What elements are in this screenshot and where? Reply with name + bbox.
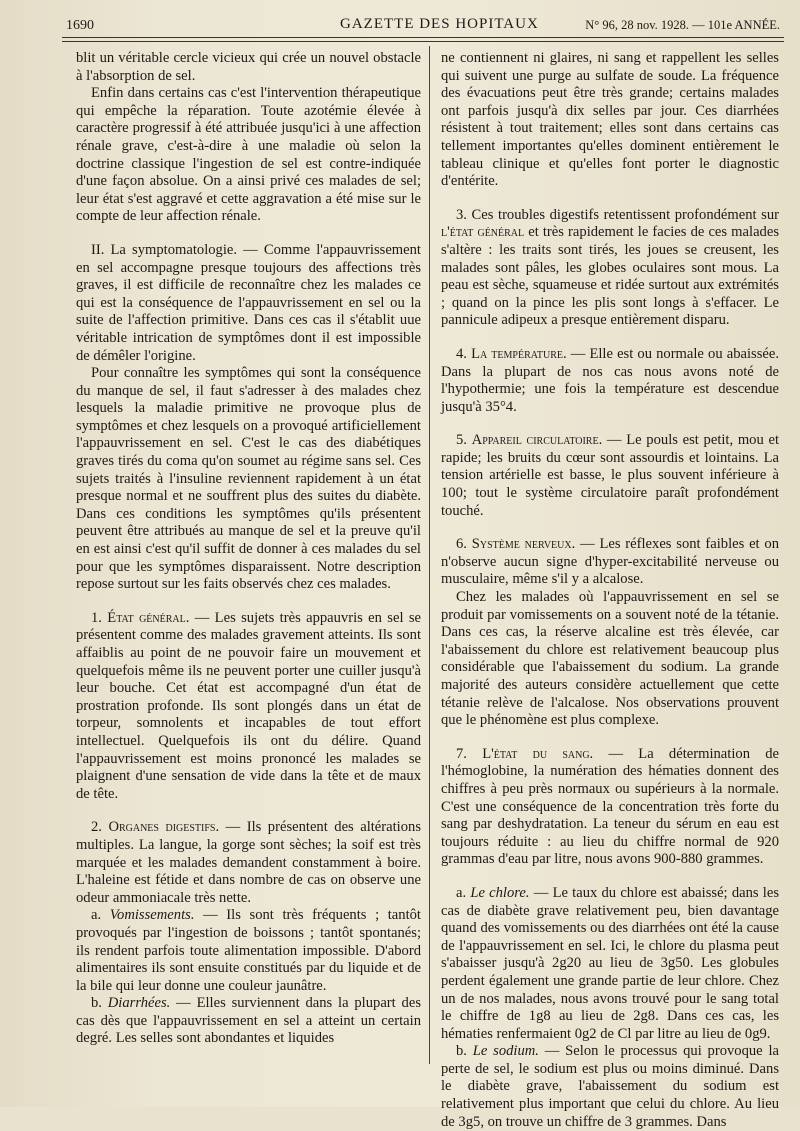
subsection-text: — Ils sont très fréquents ; tantôt provoqués par l'ingestion de boissons ; tantôt spontanés; ils rendent parfois toute alimentation impossible. D'abord alimentaires ils sont ensuite constitués par du liquide et de la bile qui leur donne une couleur jaunâtre. [76, 907, 421, 994]
subsection-label: Diarrhées. [107, 995, 171, 1012]
subsection-text: — Selon le processus qui provoque la perte de sel, le sodium est plus ou moins diminué. Dans le diabète grave, l'abaissement du sodium est relativement plus important que celui du chlore. Au lieu de 3g5, on trouve un chiffre de 3 grammes. Dans [441, 1043, 779, 1130]
section-appareil-circulatoire [441, 432, 779, 520]
subsection-prefix: b. [456, 1043, 473, 1060]
subsection-prefix: b. [91, 995, 108, 1012]
section-label: Système nerveux. [471, 536, 576, 553]
section-label: 2. Organes digestifs. [91, 819, 220, 836]
subsection-text: — Le taux du chlore est abaissé; dans les cas de diabète grave relativement peu, bien davantage quand des vomissements ou des diarrhées ont été la cause de l'appauvrissement en sel. Ici, le chlore du plasma peut s'abaisser jusqu'à 2g20 au lieu de 3g50. Les globules perdent également une grande partie de leur chlore. Chez un de nos malades, nous avons trouvé pour le sang total le chiffre de 1g8 au lieu de 2g8. Dans ces cas, les hématies renfermaient 0g2 de Cl par litre au lieu de 0g9. [441, 884, 779, 1042]
subsection-label: Le chlore. [470, 884, 530, 901]
section-systeme-nerveux [441, 536, 779, 589]
section-label: l'état général [441, 224, 525, 241]
subsection-label: Le sodium. [472, 1043, 539, 1060]
section-text: — Le pouls est petit, mou et rapide; les bruits du cœur sont assourdis et lointains. La tension artérielle est basse, le plus souvent inférieure à 100; tout le système circulatoire paraît profondément touché. [441, 432, 779, 519]
section-prefix: 7. [456, 745, 483, 762]
section-label: 1. État général. [91, 609, 190, 626]
section-troubles-digestifs [441, 207, 779, 330]
section-label: La température. [471, 345, 567, 362]
section-symptomatology: II. La symptomatologie. — Comme l'appauvrissement en sel accompagne presque toujours des affections très graves, il est difficile de reconnaître chez les malades ce qui est la conséquence de l'appauvrissement en sel ou la suite de l'affection primitive. Dans ces cas il s'établit uue véritable intrication de symptômes dont il est impossible de démêler l'origine. [76, 241, 421, 364]
subsection-vomissements [76, 907, 421, 995]
section-text: et très rapidement le facies de ces malades s'altère : les traits sont tirés, les joues se creusent, les malades sont pâles, les globes oculaires sont mous. La peau est sèche, squameuse et ridée surtout aux extrémités ; quand on la pince les plis sont longs à s'effacer. Le pannicule adipeux a presque entièrement disparu. [441, 224, 779, 329]
section-etat-du-sang [441, 746, 779, 869]
issue-info: N° 96, 28 nov. 1928. — 101e ANNÉE. [585, 18, 780, 32]
paragraph: Enfin dans certains cas c'est l'intervention thérapeutique qui empêche la réparation. Toute azotémie élevée à caractère progressif à été attribuée jusqu'ici à une affection rénale grave, c'est-à-dire à une maladie où selon la doctrine classique l'ingestion de sel est contre-indiquée d'une façon absolue. On a ainsi privé ces malades de sel; leur état s'est aggravé et cette aggravation a été mise sur le compte de leur affection rénale. [76, 85, 421, 225]
subsection-label: Vomissements. [109, 907, 195, 924]
paragraph: Chez les malades où l'appauvrissement en sel se produit par vomissements on a souvent noté de la tétanie. Dans ces cas, la réserve alcaline est très élevée, car l'abaissement du chlore est relativement beaucoup plus considérable que l'abaissement du sodium. La grande majorité des auteurs considère actuellement que cette tétanie relève de l'alcalose. Nos observations prouvent que le phénomène est plus complexe. [441, 589, 779, 729]
journal-title: GAZETTE DES HOPITAUX [340, 16, 539, 32]
page-number: 1690 [66, 18, 94, 33]
section-etat-general [76, 610, 421, 804]
subsection-diarrhees [76, 995, 421, 1048]
subsection-chlore [441, 885, 779, 1043]
section-text: — Les sujets très appauvris en sel se présentent comme des malades gravement atteints. Ils sont affaiblis au point de ne pouvoir faire un mouvement et quelquefois même ils ne peuvent porter une cuiller jusqu'à leur bouche. Cet état est accompagné d'un état de prostration profonde. Ils sont plongés dans un état de torpeur, somnolents et incapables de tout effort intellectuel. Quelquefois ils ont du délire. Quand l'appauvrissement est moins prononcé les malades se plaignent d'une sensation de vide dans la tête et de maux de tête. [76, 609, 421, 802]
section-text: — Ils présentent des altérations multiples. La langue, la gorge sont sèches; la soif est très marquée et les malades demandent constamment à boire. L'haleine est fétide et dans nombre de cas on observe une odeur ammoniacale très nette. [76, 819, 421, 906]
section-text: — Elle est ou normale ou abaissée. Dans la plupart de nos cas nous avons noté de l'hypothermie; une fois la température est descendue jusqu'à 35°4. [441, 345, 780, 415]
section-prefix: 6. [456, 536, 472, 553]
section-text: — Les réflexes sont faibles et on n'observe aucun signe d'hyper-excitabilité nerveuse ou musculaire, même s'il y a alcalose. [441, 536, 779, 588]
section-temperature [441, 346, 779, 416]
section-text: — La détermination de l'hémoglobine, la numération des hématies donnent des chiffres à peu près normaux ou supérieurs à la normale. C'est une conséquence de la concentration très forte du sang par deshydratation. La teneur du sérum en eau est toujours réduite : au lieu du chiffre normal de 920 grammas d'eau par litre, nous avons 900-880 grammes. [441, 745, 780, 868]
header-rule-bottom [62, 41, 784, 42]
subsection-prefix: a. [456, 884, 471, 901]
paragraph: ne contiennent ni glaires, ni sang et rappellent les selles qui suivent une purge au sulfate de soude. La fréquence des évacuations peut être très grande; certains malades ont parfois jusqu'à dix selles par jour. Ces diarrhées résistent à tout traitement; elles sont dans certains cas tellement importantes qu'elles dominent entièrement le tableau clinique et qu'elles font porter le diagnostic d'entérite. [441, 50, 779, 190]
paragraph: Pour connaître les symptômes qui sont la conséquence du manque de sel, il faut s'adresser à des malades chez lesquels la maladie primitive ne provoque plus de symptômes et chez lesquels on a provoqué artificiellement l'appauvrissement en sel. C'est le cas des diabétiques graves tirés du coma qu'on soumet au régime sans sel. Ces sujets traités à l'insuline reviennent rapidement à un état presque normal et ne souffrent plus des suites du diabète. Dans ces conditions les symptômes qu'ils présentent peuvent être attribués au manque de sel et la preuve qu'il en est ainsi c'est qu'il suffit de donner à ces malades du sel pour que les symptômes disparaissent. Notre description repose surtout sur les faits observés chez ces malades. [76, 365, 421, 593]
right-column [441, 50, 779, 1131]
subsection-prefix: a. [91, 907, 110, 924]
section-label: Appareil circulatoire. [471, 432, 603, 449]
paragraph: blit un véritable cercle vicieux qui crée un nouvel obstacle à l'absorption de sel. [76, 50, 421, 84]
section-organes-digestifs [76, 819, 421, 907]
section-label: L'état du sang. [482, 745, 594, 762]
section-prefix: 4. [456, 345, 472, 362]
subsection-sodium [441, 1043, 779, 1131]
section-prefix: 3. Ces troubles digestifs retentissent profondément sur [456, 206, 779, 223]
subsection-text: — Elles surviennent dans la plupart des cas dès que l'appauvrissement en sel a atteint un certain degré. Les selles sont abondantes et liquides [76, 995, 421, 1047]
left-column [76, 50, 421, 1048]
header-rule-top [62, 37, 784, 38]
section-prefix: 5. [456, 432, 472, 449]
column-divider [429, 46, 430, 1064]
page-header [62, 12, 784, 36]
